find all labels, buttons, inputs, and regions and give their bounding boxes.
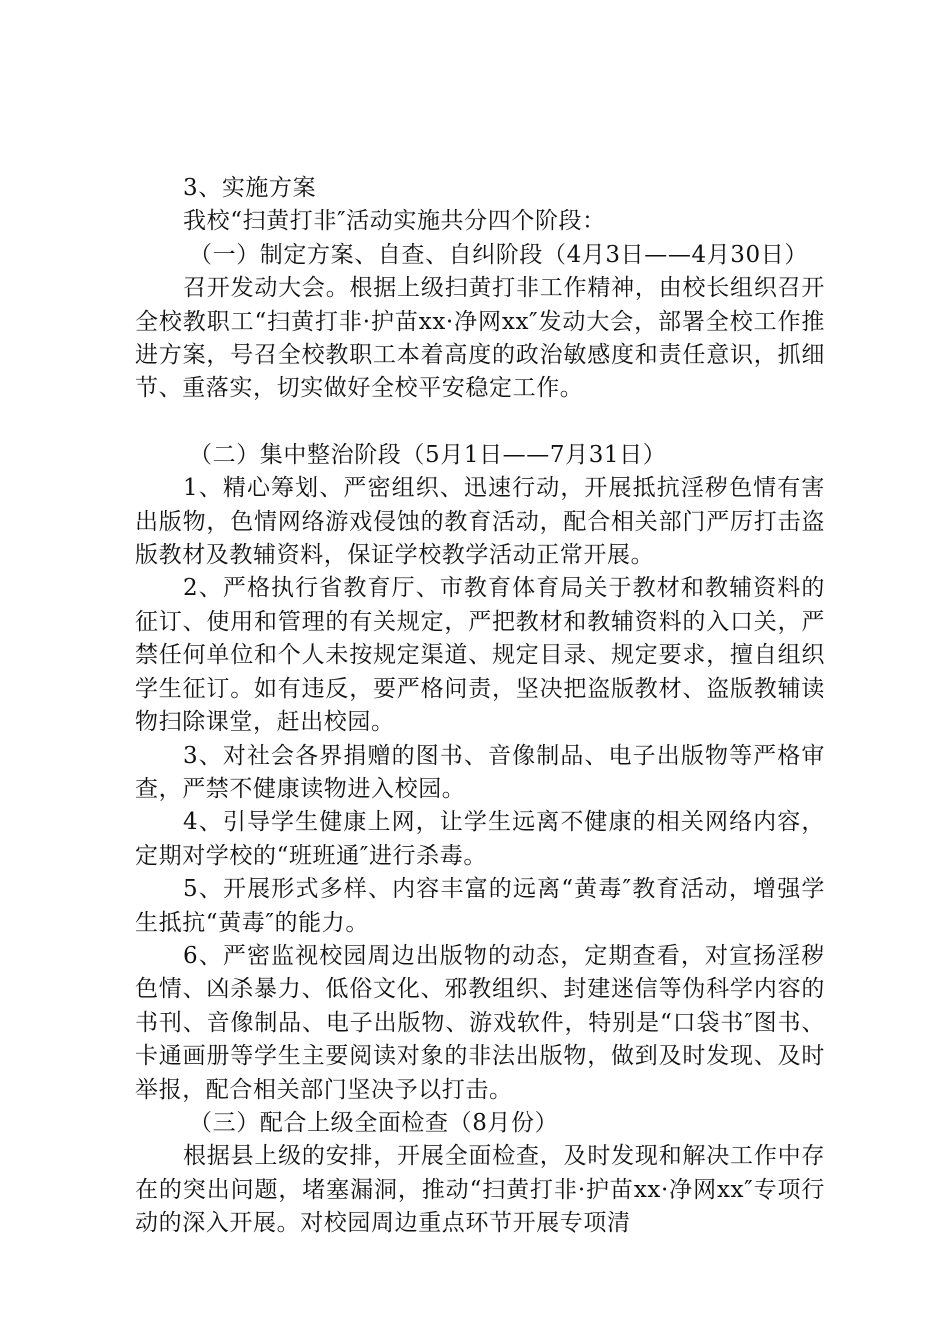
section-heading: 3、实施方案 [183, 175, 317, 201]
list-item: 6、严密监视校园周边出版物的动态，定期查看，对宣扬淫秽色情、凶杀暴力、低俗文化、邪教组织、封建迷信等伪科学内容的书刊、音像制品、电子出版物、游戏软件，特别是“口袋书″图书、卡通画册等学生主要阅读对象的非法出版物，做到及时发现、及时举报，配合相关部门坚决予以打击。 [135, 942, 825, 1103]
document-body [135, 172, 825, 1241]
stage-heading: （三）配合上级全面检查（8月份） [189, 1109, 559, 1136]
list-item: 5、开展形式多样、内容丰富的远离“黄毒″教育活动，增强学生抵抗“黄毒″的能力。 [135, 876, 825, 936]
paragraph: 根据县上级的安排，开展全面检查，及时发现和解决工作中存在的突出问题，堵塞漏洞，推动“扫黄打非·护苗xx·净网xx″专项行动的深入开展。对校园周边重点环节开展专项清 [135, 1143, 825, 1237]
list-item: 4、引导学生健康上网，让学生远离不健康的相关网络内容，定期对学校的“班班通″进行杀毒。 [135, 809, 825, 869]
stage-heading: （二）集中整治阶段（5月1日——7月31日） [189, 441, 667, 468]
paragraph: 召开发动大会。根据上级扫黄打非工作精神，由校长组织召开全校教职工“扫黄打非·护苗xx·净网xx″发动大会，部署全校工作推进方案，号召全校教职工本着高度的政治敏感度和责任意识，抓细节、重落实，切实做好全校平安稳定工作。 [135, 275, 825, 402]
stage-heading: （一）制定方案、自查、自纠阶段（4月3日——4月30日） [189, 241, 808, 268]
list-item: 2、严格执行省教育厅、市教育体育局关于教材和教辅资料的征订、使用和管理的有关规定，严把教材和教辅资料的入口关，严禁任何单位和个人未按规定渠道、规定目录、规定要求，擅自组织学生征订。如有违反，要严格问责，坚决把盗版教材、盗版教辅读物扫除课堂，赶出校园。 [135, 575, 825, 736]
list-item: 3、对社会各界捐赠的图书、音像制品、电子出版物等严格审查，严禁不健康读物进入校园。 [135, 742, 825, 802]
paragraph: 我校“扫黄打非″活动实施共分四个阶段： [183, 208, 606, 235]
list-item: 1、精心筹划、严密组织、迅速行动，开展抵抗淫秽色情有害出版物，色情网络游戏侵蚀的教育活动，配合相关部门严厉打击盗版教材及教辅资料，保证学校教学活动正常开展。 [135, 475, 825, 569]
